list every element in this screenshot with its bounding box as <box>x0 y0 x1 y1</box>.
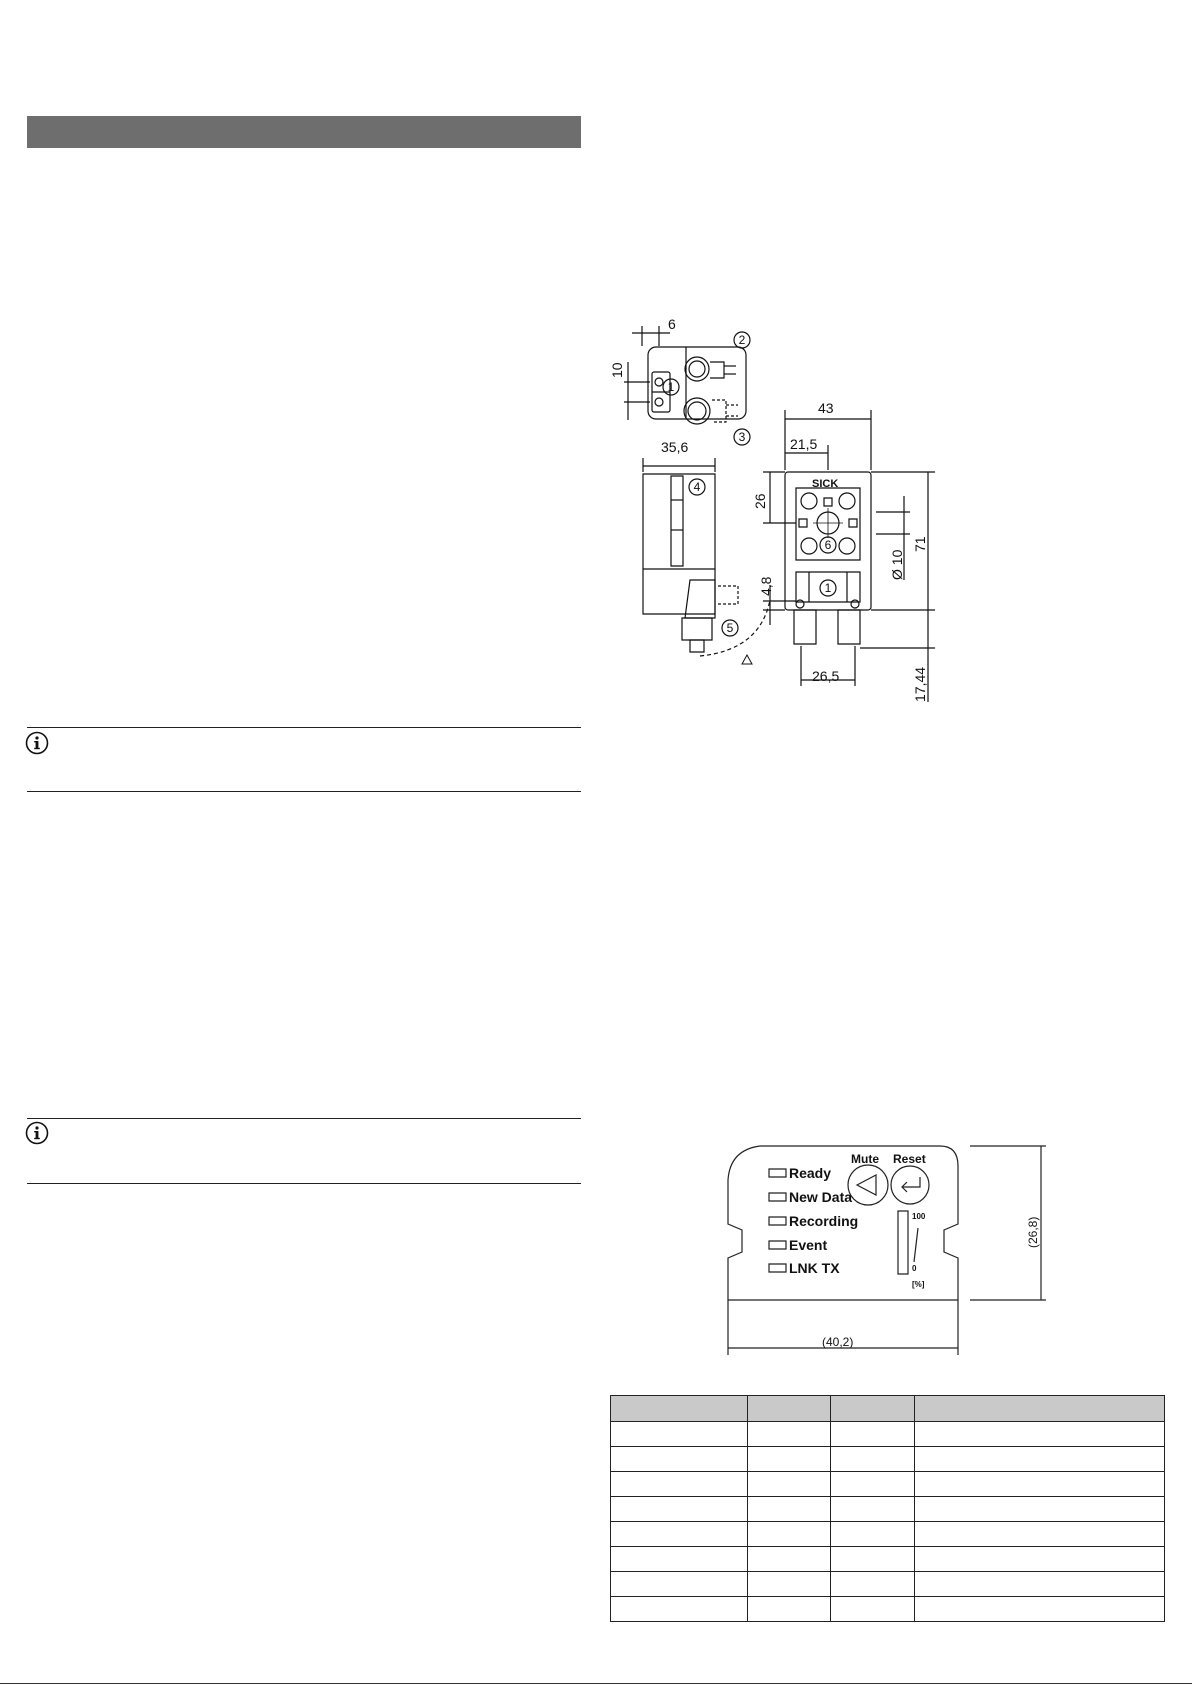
table-cell <box>831 1522 915 1547</box>
table-header-cell <box>831 1396 915 1422</box>
callout-1-front: 1 <box>824 581 832 595</box>
table-row <box>611 1472 1165 1497</box>
info-icon <box>25 731 49 755</box>
dim-diameter-10: Ø 10 <box>889 549 905 580</box>
page-bottom-rule <box>0 1683 1192 1684</box>
table-cell <box>831 1447 915 1472</box>
note-rule-top-1 <box>27 727 581 728</box>
callout-4: 4 <box>693 480 701 494</box>
front-view <box>763 410 935 702</box>
table-cell <box>831 1597 915 1622</box>
dim-4-8: 4,8 <box>758 576 774 596</box>
table-cell <box>611 1547 748 1572</box>
dim-panel-width: (40,2) <box>822 1335 854 1349</box>
table-cell <box>748 1422 831 1447</box>
table-cell <box>915 1522 1165 1547</box>
side-view <box>643 458 770 664</box>
table-cell <box>748 1547 831 1572</box>
table-cell <box>611 1422 748 1447</box>
note-rule-top-2 <box>27 1118 581 1119</box>
dim-21-5: 21,5 <box>790 436 818 452</box>
table-cell <box>748 1497 831 1522</box>
led-label-event: Event <box>789 1237 828 1253</box>
dim-26: 26 <box>752 493 768 509</box>
top-view <box>624 326 746 424</box>
table-cell <box>831 1497 915 1522</box>
table-header-row <box>611 1396 1165 1422</box>
table-cell <box>611 1472 748 1497</box>
level-bar <box>898 1211 908 1274</box>
dim-43: 43 <box>818 400 834 416</box>
table-row <box>611 1447 1165 1472</box>
table-header-cell <box>748 1396 831 1422</box>
mute-button <box>848 1165 888 1205</box>
dim-6: 6 <box>668 316 676 332</box>
pin-assignment-table <box>610 1395 1165 1622</box>
table-cell <box>831 1472 915 1497</box>
dim-35-6: 35,6 <box>661 439 689 455</box>
table-cell <box>915 1472 1165 1497</box>
table-cell <box>611 1497 748 1522</box>
led-label-ready: Ready <box>789 1165 832 1181</box>
table-cell <box>748 1472 831 1497</box>
table-row <box>611 1547 1165 1572</box>
led-label-new-data: New Data <box>789 1189 853 1205</box>
scale-unit: [%] <box>912 1280 925 1289</box>
table-cell <box>748 1597 831 1622</box>
callout-2: 2 <box>738 333 746 347</box>
table-header-cell <box>611 1396 748 1422</box>
brand-logo: SICK <box>812 478 839 490</box>
table-row <box>611 1422 1165 1447</box>
callout-6: 6 <box>824 538 832 552</box>
table-cell <box>611 1597 748 1622</box>
note-rule-bottom-1 <box>27 791 581 792</box>
info-icon <box>25 1121 49 1145</box>
table-header-cell <box>915 1396 1165 1422</box>
led-indicators <box>769 1169 786 1272</box>
table-cell <box>915 1422 1165 1447</box>
dim-26-5: 26,5 <box>812 668 840 684</box>
front-panel-drawing <box>710 1135 1070 1355</box>
callout-1-top: 1 <box>667 380 675 394</box>
reset-button <box>891 1166 929 1204</box>
table-row <box>611 1572 1165 1597</box>
table-cell <box>915 1572 1165 1597</box>
dim-71: 71 <box>912 536 928 552</box>
reset-label: Reset <box>893 1152 926 1166</box>
led-label-recording: Recording <box>789 1213 859 1229</box>
table-cell <box>611 1522 748 1547</box>
mute-label: Mute <box>851 1152 879 1166</box>
note-rule-bottom-2 <box>27 1183 581 1184</box>
table-row <box>611 1497 1165 1522</box>
dim-17-44: 17,44 <box>912 666 928 702</box>
dimension-drawing-sensor <box>600 305 960 705</box>
table-cell <box>611 1447 748 1472</box>
table-row <box>611 1522 1165 1547</box>
table-cell <box>915 1547 1165 1572</box>
table-cell <box>748 1522 831 1547</box>
dim-10: 10 <box>609 362 625 378</box>
dim-panel-height: (26,8) <box>1026 1216 1040 1248</box>
table-cell <box>915 1497 1165 1522</box>
table-cell <box>831 1422 915 1447</box>
table-row <box>611 1597 1165 1622</box>
table-cell <box>611 1572 748 1597</box>
scale-top: 100 <box>912 1212 926 1221</box>
table-cell <box>748 1447 831 1472</box>
section-header-bar <box>27 116 581 148</box>
table-cell <box>915 1447 1165 1472</box>
table-cell <box>831 1572 915 1597</box>
led-label-lnk-tx: LNK TX <box>789 1260 840 1276</box>
table-cell <box>831 1547 915 1572</box>
table-cell <box>915 1597 1165 1622</box>
callout-5: 5 <box>726 621 734 635</box>
callout-3: 3 <box>738 430 746 444</box>
scale-bottom: 0 <box>912 1264 917 1273</box>
table-cell <box>748 1572 831 1597</box>
